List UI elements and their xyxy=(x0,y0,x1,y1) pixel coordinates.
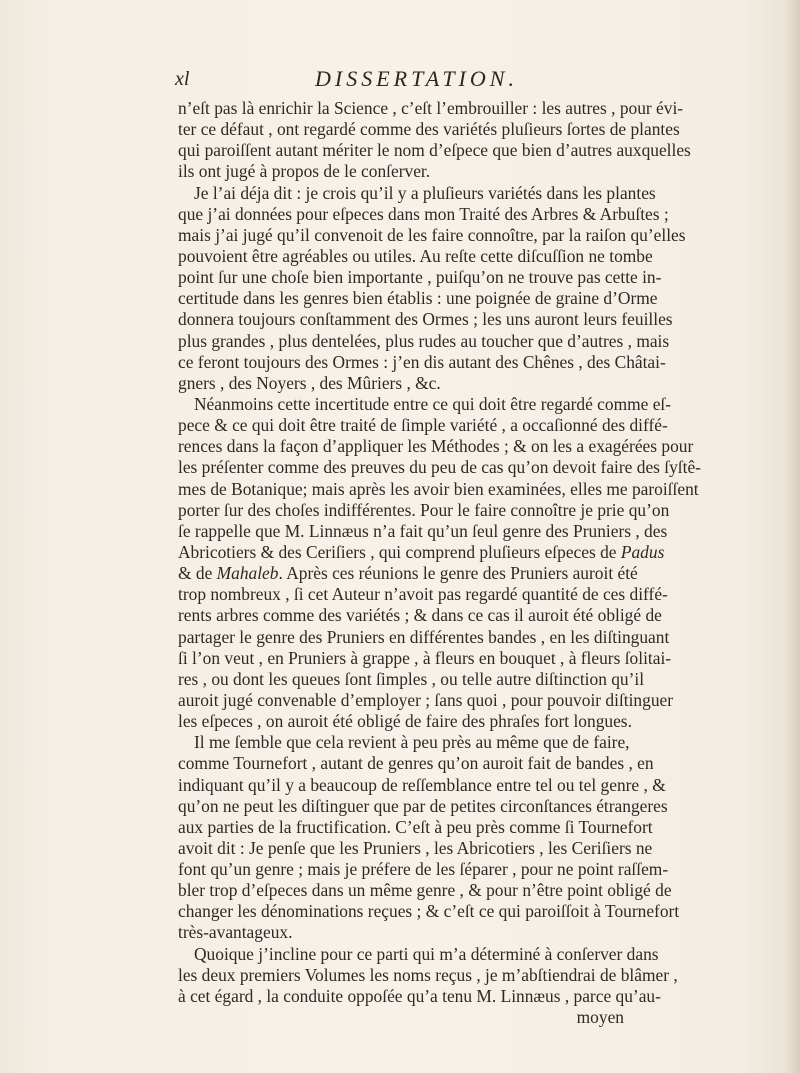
text-line: gners , des Noyers , des Mûriers , &c. xyxy=(178,372,441,393)
text-line: rences dans la façon d’appliquer les Méthodes ; & on les a exagérées pour xyxy=(178,436,694,457)
text-line: aux parties de la fructification. C’eſt à peu près comme ſi Tournefort xyxy=(178,816,653,837)
text-line: mais j’ai jugé qu’il convenoit de les faire connoître, par la raiſon qu’elles xyxy=(178,224,686,245)
text-line: qui paroiſſent autant mériter le nom d’eſpece que bien d’autres auxquelles xyxy=(178,140,691,161)
text-line: ſi l’on veut , en Pruniers à grappe , à fleurs en bouquet , à fleurs ſolitai- xyxy=(178,647,672,668)
text-line: trop nombreux , ſi cet Auteur n’avoit pas regardé quantité de ces diffé- xyxy=(178,584,668,605)
text-line: ils ont jugé à propos de le conſerver. xyxy=(178,161,431,182)
text-line: comme Tournefort , autant de genres qu’on auroit fait de bandes , en xyxy=(178,753,654,774)
text-line: partager le genre des Pruniers en différentes bandes , en les diſtinguant xyxy=(178,626,670,647)
text-line: plus grandes , plus dentelées, plus rudes au toucher que d’autres , mais xyxy=(178,330,670,351)
text-line: res , ou dont les queues ſont ſimples , ou telle autre diſtinction qu’il xyxy=(178,668,645,689)
text-line: Quoique j’incline pour ce parti qui m’a déterminé à conſerver dans xyxy=(194,943,659,964)
text-line: pouvoient être agréables ou utiles. Au reſte cette diſcuſſion ne tombe xyxy=(178,245,653,266)
text-line: changer les dénominations reçues ; & c’eſt ce qui paroiſſoit à Tournefort xyxy=(178,901,680,922)
page-number: xl xyxy=(175,68,190,90)
text-line: moyen xyxy=(576,1007,624,1028)
text-line: Il me ſemble que cela revient à peu près au même que de faire, xyxy=(194,732,630,753)
text-line: auroit jugé convenable d’employer ; ſans quoi , pour pouvoir diſtinguer xyxy=(178,689,674,710)
text-line: avoit dit : Je penſe que les Pruniers , les Abricotiers , les Ceriſiers ne xyxy=(178,837,653,858)
text-line: pece & ce qui doit être traité de ſimple variété , a occaſionné des diffé- xyxy=(178,415,668,436)
text-line: Abricotiers & des Ceriſiers , qui comprend pluſieurs eſpeces de Padus xyxy=(178,541,665,562)
text-line: ce feront toujours des Ormes : j’en dis autant des Chênes , des Châtai- xyxy=(178,351,666,372)
text-line: point ſur une choſe bien importante , puiſqu’on ne trouve pas cette in- xyxy=(178,267,662,288)
text-line: & de Mahaleb. Après ces réunions le genre des Pruniers auroit été xyxy=(178,563,638,584)
text-line: rents arbres comme des variétés ; & dans ce cas il auroit été obligé de xyxy=(178,605,662,626)
text-line: ter ce défaut , ont regardé comme des variétés pluſieurs ſortes de plantes xyxy=(178,119,680,140)
text-line: indiquant qu’il y a beaucoup de reſſemblance entre tel ou tel genre , & xyxy=(178,774,666,795)
text-line: bler trop d’eſpeces dans un même genre , & pour n’être point obligé de xyxy=(178,880,672,901)
body-text xyxy=(178,98,701,1028)
text-line: certitude dans les genres bien établis : une poignée de graine d’Orme xyxy=(178,288,658,309)
text-line: font qu’un genre ; mais je préfere de les ſéparer , pour ne point raſſem- xyxy=(178,859,669,880)
text-line: à cet égard , la conduite oppoſée qu’a tenu M. Linnæus , parce qu’au- xyxy=(178,985,661,1006)
running-title: DISSERTATION. xyxy=(315,66,518,91)
text-line: les préſenter comme des preuves du peu de cas qu’on devoit faire des ſyſtê- xyxy=(178,457,701,478)
text-line: ſe rappelle que M. Linnæus n’a fait qu’un ſeul genre des Pruniers , des xyxy=(178,520,668,541)
text-line: les eſpeces , on auroit été obligé de faire des phraſes fort longues. xyxy=(178,711,632,732)
text-line: n’eſt pas là enrichir la Science , c’eſt l’embrouiller : les autres , pour évi- xyxy=(178,98,684,118)
text-line: Néanmoins cette incertitude entre ce qui doit être regardé comme eſ- xyxy=(194,393,672,414)
page-edge-shadow xyxy=(786,0,800,1073)
text-line: très-avantageux. xyxy=(178,922,293,943)
text-line: mes de Botanique; mais après les avoir bien examinées, elles me paroiſſent xyxy=(178,478,699,499)
text-line: que j’ai données pour eſpeces dans mon Traité des Arbres & Arbuſtes ; xyxy=(178,203,669,224)
text-line: les deux premiers Volumes les noms reçus , je m’abſtiendrai de blâmer , xyxy=(178,964,678,985)
text-line: donnera toujours conſtamment des Ormes ; les uns auront leurs feuilles xyxy=(178,309,673,330)
text-line: porter ſur des choſes indifférentes. Pour le faire connoître je prie qu’on xyxy=(178,499,670,520)
text-line: Je l’ai déja dit : je crois qu’il y a pluſieurs variétés dans les plantes xyxy=(194,182,656,203)
text-line: qu’on ne peut les diſtinguer que par de petites circonſtances étrangeres xyxy=(178,795,668,816)
page-header xyxy=(175,66,625,96)
